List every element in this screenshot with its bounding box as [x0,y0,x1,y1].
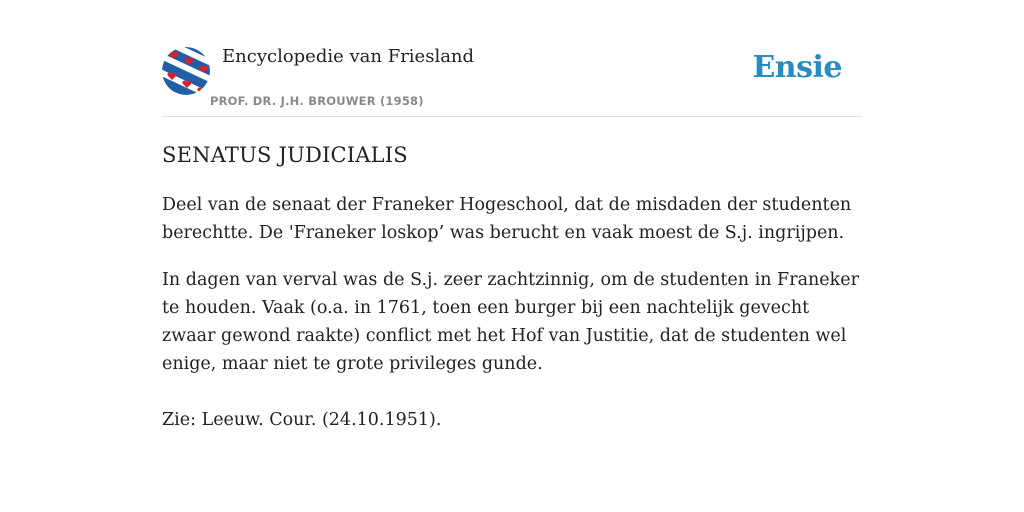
encyclopedia-title[interactable]: Encyclopedie van Friesland [222,46,475,67]
article-paragraph-1: Deel van de senaat der Franeker Hogeschool, dat de misdaden der studenten berechtte. De 'Franeker loskop’ was berucht en vaak moest de S.j. ingrijpen. [162,195,852,243]
header [162,0,862,117]
article-title: SENATUS JUDICIALIS [162,143,408,167]
author-byline: PROF. DR. J.H. BROUWER (1958) [210,94,424,108]
frisian-flag-icon[interactable] [162,47,210,95]
article-paragraph-2: In dagen van verval was de S.j. zeer zachtzinnig, om de studenten in Franeker te houden. Vaak (o.a. in 1761, toen een burger bij een nachtelijk gevecht zwaar gewond raakte) conflict met het Hof van Justitie, dat de studenten wel enige, maar niet te grote privileges gunde. [162,270,859,374]
page-container [162,0,862,434]
see-also-reference: Zie: Leeuw. Cour. (24.10.1951). [162,410,442,430]
ensie-logo-link[interactable]: Ensie [752,50,842,85]
